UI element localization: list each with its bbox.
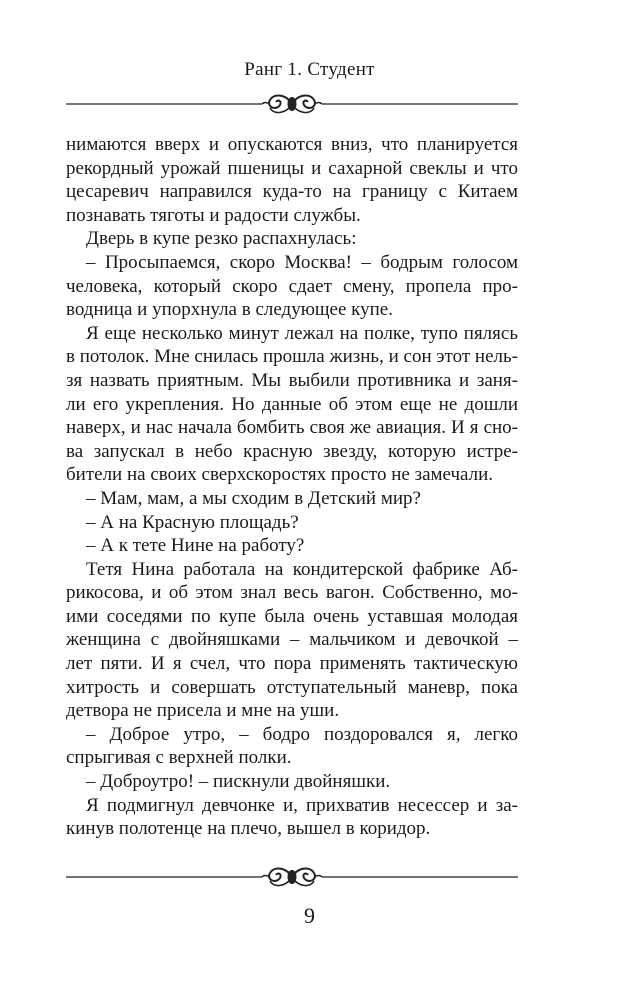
running-header: Ранг 1. Студент xyxy=(244,59,375,80)
footer-ornament-divider xyxy=(66,862,518,892)
text-line: ва запускал в небо красную звезду, которую истре- xyxy=(66,440,518,462)
text-line: бители на своих сверхскоростях просто не замечали. xyxy=(66,464,494,486)
page-body-text xyxy=(66,133,518,841)
text-line: рекордный урожай пшеницы и сахарной свеклы и что xyxy=(66,157,518,179)
text-line: спрыгивая с верхней полки. xyxy=(66,747,292,769)
text-line: женщина с двойняшками – мальчиком и девочкой – xyxy=(66,629,518,651)
text-line: рикосова, и об этом знал весь вагон. Собственно, мо- xyxy=(66,582,518,604)
text-line: водница и упорхнула в следующее купе. xyxy=(66,299,393,321)
text-line: хитрость и совершать отступательный маневр, пока xyxy=(66,676,518,698)
text-line: зя назвать приятным. Мы выбили противника и заня- xyxy=(66,369,518,391)
text-line: кинув полотенце на плечо, вышел в коридор. xyxy=(66,818,431,840)
text-line: человека, который скоро сдает смену, пропела про- xyxy=(66,275,518,297)
text-line: – Просыпаемся, скоро Москва! – бодрым голосом xyxy=(86,251,518,273)
text-line: лет пяти. И я счел, что пора применять тактическую xyxy=(66,653,518,675)
text-line: Я подмигнул девчонке и, прихватив несессер и за- xyxy=(86,794,518,816)
text-line: Дверь в купе резко распахнулась: xyxy=(86,228,357,250)
text-line: Тетя Нина работала на кондитерской фабрике Аб- xyxy=(86,558,518,580)
text-line: – Доброутро! – пискнули двойняшки. xyxy=(86,771,391,793)
text-line: цесаревич направился куда-то на границу с Китаем xyxy=(66,181,518,203)
text-line: ли его укрепления. Но данные об этом еще не дошли xyxy=(66,393,518,415)
text-line: Я еще несколько минут лежал на полке, тупо пялясь xyxy=(86,322,518,344)
text-line: – Мам, мам, а мы сходим в Детский мир? xyxy=(86,487,421,509)
text-line: – А на Красную площадь? xyxy=(86,511,299,533)
text-line: в потолок. Мне снилась прошла жизнь, и сон этот нель- xyxy=(66,346,518,368)
page-number: 9 xyxy=(304,903,315,928)
text-line: наверх, и нас начала бомбить своя же авиация. И я сно- xyxy=(66,417,518,439)
text-line: нимаются вверх и опускаются вниз, что планируется xyxy=(66,134,518,155)
text-line: детвора не присела и мне на уши. xyxy=(66,700,340,722)
text-line: – А к тете Нине на работу? xyxy=(86,535,305,557)
text-line: ими соседями по купе была очень уставшая молодая xyxy=(66,605,518,627)
header-ornament-divider xyxy=(66,89,518,119)
text-line: – Доброе утро, – бодро поздоровался я, легко xyxy=(86,723,518,745)
text-line: познавать тяготы и радости службы. xyxy=(66,204,361,226)
